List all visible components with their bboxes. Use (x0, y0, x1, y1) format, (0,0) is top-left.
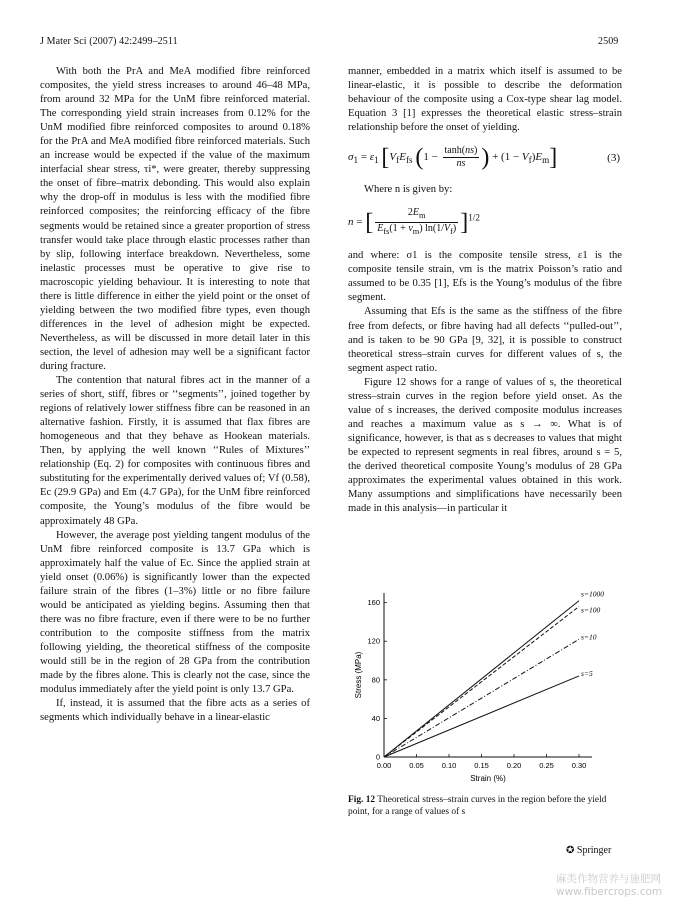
x-tick-label: 0.15 (474, 761, 489, 770)
x-tick-label: 0.20 (506, 761, 522, 770)
publisher-logo (566, 845, 611, 856)
y-tick-label: 120 (367, 636, 380, 646)
y-tick-label: 40 (371, 713, 380, 723)
figure-label: Fig. 12 (348, 795, 376, 805)
y-axis-label: Stress (MPa) (354, 651, 363, 699)
series-line-s-5 (384, 676, 579, 757)
figure-caption-text: Theoretical stress–strain curves in the region before the yield point, for a range of values of s (348, 795, 607, 817)
paragraph: Figure 12 shows for a range of values of s, the theoretical stress–strain curves in the region before yield onset. As the value of s increases, the derived composite modulus increases and reaches a maximum value as s → ∞. What is of significance, however, is that as s decreases to values that might be expected to represent segments in real fibres, around s = 5, the derived theoretical composite Young’s modulus of 28 GPa approximates the experimental values obtained in this work. Many assumptions and simplifications have necessarily been made in this analysis—in particular it (348, 376, 622, 515)
x-tick-label: 0.00 (376, 761, 392, 770)
equation-3 (348, 143, 622, 175)
equation-3-body: $\sigma_1 = \varepsilon_1$ [$V_fE_{fs}$ (1 − $\frac{\tanh(ns)}{ns}$ ) + $(1 - V_f)E_m$] (348, 144, 558, 171)
publisher-name: Springer (576, 845, 612, 856)
series-line-s-100 (384, 607, 579, 757)
watermark-line: 麻类作物营养与施肥网 (556, 873, 661, 885)
paragraph: With both the PrA and MeA modified fibre reinforced composites, the yield stress increases to around 46–48 MPa, from around 32 MPa for the UnM fibre reinforced material. The corresponding yield strain increases from 0.12% for the UnM modified fibre reinforced composites to around 0.18% for the PrA and MeA modified fibre reinforced materials. Such an increase would be expected if the value of the maximum interfacial shear stress, τi*, were greater, thereby suppressing the onset of fibre–matrix debonding. This would also explain why the drop-off in modulus is less with the modified fibre reinforced composites; the reinforcing efficacy of the fibre segments would be retained since a greater proportion of stress transfer would take place through elastic processes rather than by slip, following interface breakdown. Nevertheless, some inelastic processes must be operative to give rise to macroscopic yielding behaviour. It is interesting to note that there is little difference in either the yield point or the onset of yielding between the two modified fibre types, even though differences in the level of adhesion might be expected. Nevertheless, as will be discussed in more detail later in this section, the level of adhesion may well be a significant factor during fracture. (40, 66, 310, 372)
x-axis-label: Strain (%) (470, 774, 506, 783)
series-line-s-1000 (384, 601, 579, 757)
springer-icon: ✪ (566, 845, 575, 856)
equation-number: (3) (607, 152, 620, 165)
right-column (348, 65, 622, 516)
series-label: s=5 (581, 668, 593, 678)
y-tick-label: 0 (375, 752, 380, 762)
stress-strain-chart (352, 585, 628, 795)
x-tick-label: 0.25 (539, 761, 554, 770)
watermark (556, 873, 662, 899)
paragraph: and where: σ1 is the composite tensile stress, ε1 is the composite tensile strain, νm is the matrix Poisson’s ratio and assumed to be 0.35 [1], Efs is the Young’s modulus of the fibre segment. (348, 250, 622, 304)
series-label: s=100 (581, 605, 601, 615)
left-column (40, 65, 310, 725)
page-number: 2509 (598, 36, 619, 47)
journal-header: J Mater Sci (2007) 42:2499–2511 (40, 36, 178, 47)
paragraph: The contention that natural fibres act in the manner of a series of short, stiff, fibres or ‘‘segments’’, joined together by regions of relatively lower stiffness fibre can be reasoned in an alternative fashion. Firstly, it is assumed that flax fibres are homogeneous and that they behave as Hookean materials. Then, by applying the well known ‘‘Rules of Mixtures’’ relationship (Eq. 2) for composites with continuous fibres and substituting for the experimentally derived values of; Vf (0.58), Ec (29.9 GPa) and Em (4.7 GPa), for the UnM fibre reinforced composite, the Young’s modulus of the fibre would be approximately 48 GPa. (40, 375, 310, 527)
equation-n-body: n = [ $\frac{2E_m}{E_{fs}(1 + \nu_m) \ln(1/V_f)}$ ]$^{1/2}$ (348, 207, 480, 237)
series-line-s-10 (384, 639, 579, 757)
watermark-url: www.fibercrops.com (556, 886, 663, 898)
series-label: s=10 (581, 632, 597, 642)
paragraph: Where n is given by: (364, 184, 453, 196)
y-tick-label: 80 (371, 675, 380, 685)
x-tick-label: 0.30 (571, 761, 587, 770)
paragraph: Assuming that Efs is the same as the stiffness of the fibre free from defects, or fibre having had all defects ‘‘pulled-out’’, and is taken to be 90 GPa [9, 32], it is possible to construct theoretical stress–strain curves for different values of s, the segment aspect ratio. (348, 306, 622, 374)
x-tick-label: 0.10 (441, 761, 457, 770)
x-tick-label: 0.05 (409, 761, 424, 770)
series-label: s=1000 (581, 589, 604, 599)
paragraph: However, the average post yielding tangent modulus of the UnM fibre reinforced composite is 13.7 GPa which is approximately half the value of Ec. Since the applied strain at yield onset (0.06%) is significantly lower than the expected failure strain of the fibres (1–3%) little or no fibre failure would be anticipated as yielding begins. Assuming then that there was no fibre fracture, even if there were to be no further contribution to the composite stiffness from the matrix following yielding, the theoretical stiffness of the composite would still be in the region of 28 GPa from the contribution made by the fibres alone. This is clearly not the case, since the modulus immediately after the yield point is only 13.7 GPa. (40, 529, 310, 696)
equation-n (348, 205, 622, 241)
paragraph: If, instead, it is assumed that the fibre acts as a series of segments which individually behave in a linear-elastic (40, 698, 310, 724)
figure-caption (348, 794, 622, 818)
y-tick-label: 160 (367, 598, 380, 608)
paragraph: manner, embedded in a matrix which itself is assumed to be linear-elastic, it is possible to describe the deformation behaviour of the composite using a Cox-type shear lag model. Equation 3 [1] expresses the theoretical elastic stress–strain relationship before the onset of yielding. (348, 66, 622, 134)
